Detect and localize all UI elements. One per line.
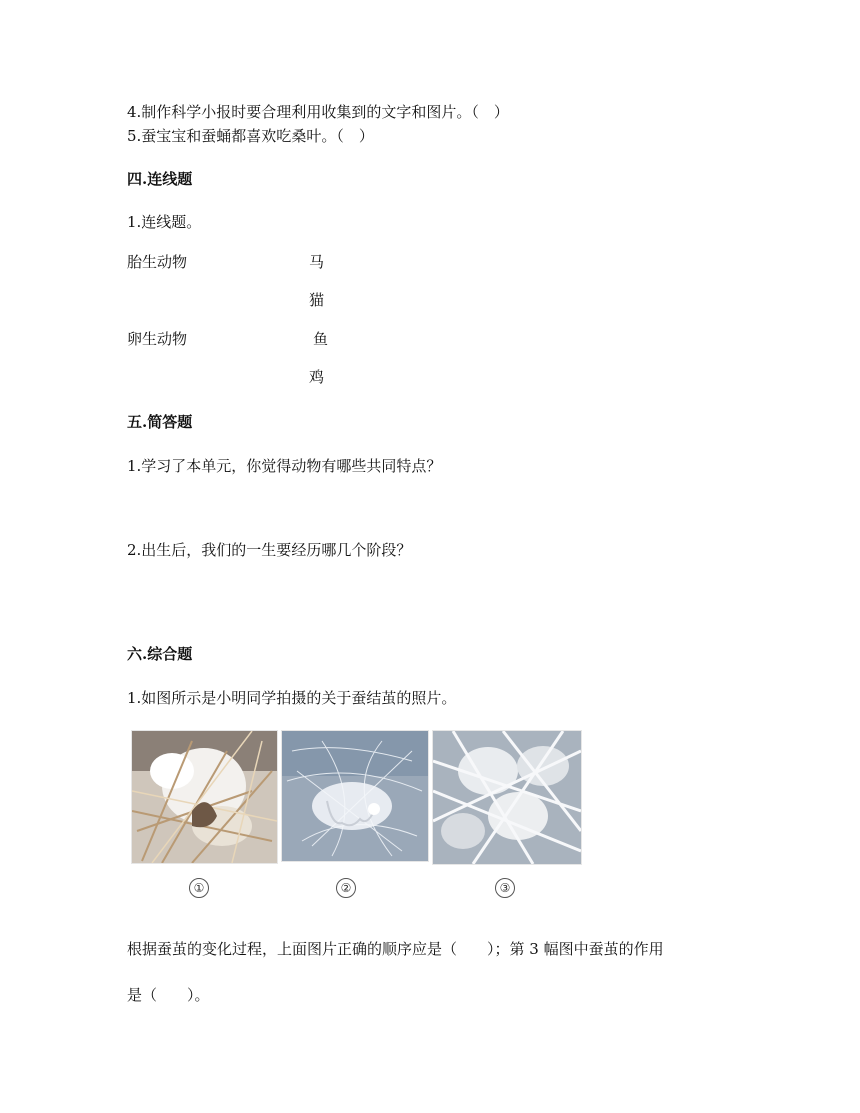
tf-question-5: 5.蚕宝宝和蚕蛹都喜欢吃桑叶。（ ） (127, 127, 374, 145)
matching-question: 1.连线题。 (127, 213, 202, 231)
photo-label-2: ② (336, 878, 356, 898)
comprehensive-question-1: 1.如图所示是小明同学拍摄的关于蚕结茧的照片。 (127, 689, 457, 707)
section-6-title: 六.综合题 (127, 645, 193, 663)
match-right-chicken: 鸡 (309, 368, 325, 386)
match-right-fish: 鱼 (313, 330, 329, 348)
match-left-viviparous: 胎生动物 (127, 253, 188, 271)
short-answer-1: 1.学习了本单元，你觉得动物有哪些共同特点？ (127, 457, 442, 475)
match-left-oviparous: 卵生动物 (127, 330, 188, 348)
section-5-title: 五.简答题 (127, 413, 193, 431)
short-answer-2: 2.出生后，我们的一生要经历哪几个阶段？ (127, 541, 412, 559)
comprehensive-question-1-line1: 根据蚕茧的变化过程，上面图片正确的顺序应是（ ）；第 3 幅图中蚕茧的作用 (127, 940, 664, 958)
match-right-horse: 马 (309, 253, 325, 271)
photo-label-1: ① (189, 878, 209, 898)
cocoon-photo-3 (432, 730, 582, 865)
cocoon-photo-2 (281, 730, 429, 862)
section-4-title: 四.连线题 (127, 170, 193, 188)
match-right-cat: 猫 (309, 291, 325, 309)
tf-question-4: 4.制作科学小报时要合理利用收集到的文字和图片。（ ） (127, 103, 509, 121)
photo-label-3: ③ (495, 878, 515, 898)
cocoon-photo-1 (131, 730, 278, 864)
comprehensive-question-1-line2: 是（ ）。 (127, 986, 210, 1004)
